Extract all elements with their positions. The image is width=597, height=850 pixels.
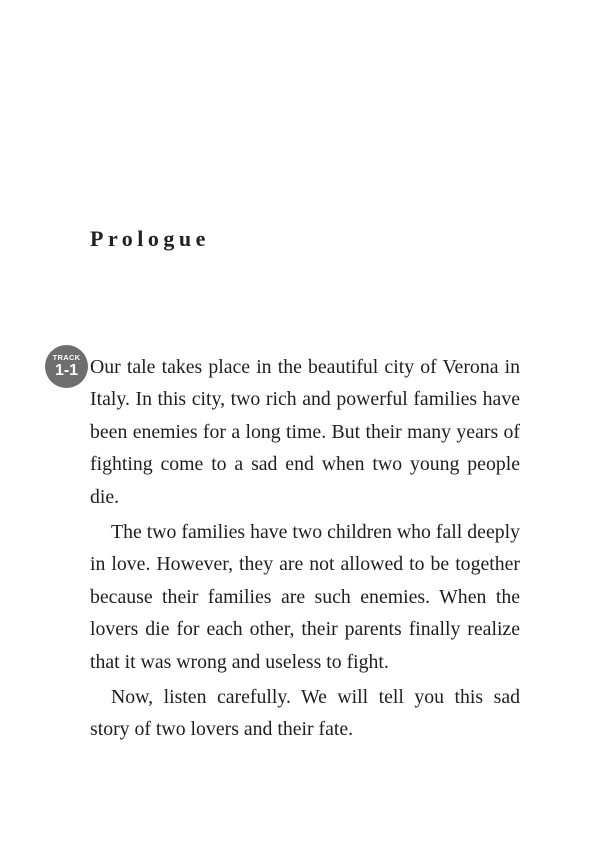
track-number: 1-1 (54, 362, 79, 379)
paragraph-1: Our tale takes place in the beautiful city of Verona in Italy. In this city, two rich and powerful families have been enemies for a long time. But their many years of fighting come to a sad end when two young people die. (90, 356, 520, 508)
prologue-body (90, 351, 520, 746)
audio-track-badge (45, 345, 88, 388)
track-label: TRACK (52, 353, 81, 362)
paragraph-3: Now, listen carefully. We will tell you this sad story of two lovers and their fate. (90, 686, 520, 741)
chapter-title: Prologue (90, 226, 210, 251)
paragraph-2: The two families have two children who fall deeply in love. However, they are not allowed to be together because their families are such enemies. When the lovers die for each other, their parents finally realize that it was wrong and useless to fight. (90, 521, 520, 673)
